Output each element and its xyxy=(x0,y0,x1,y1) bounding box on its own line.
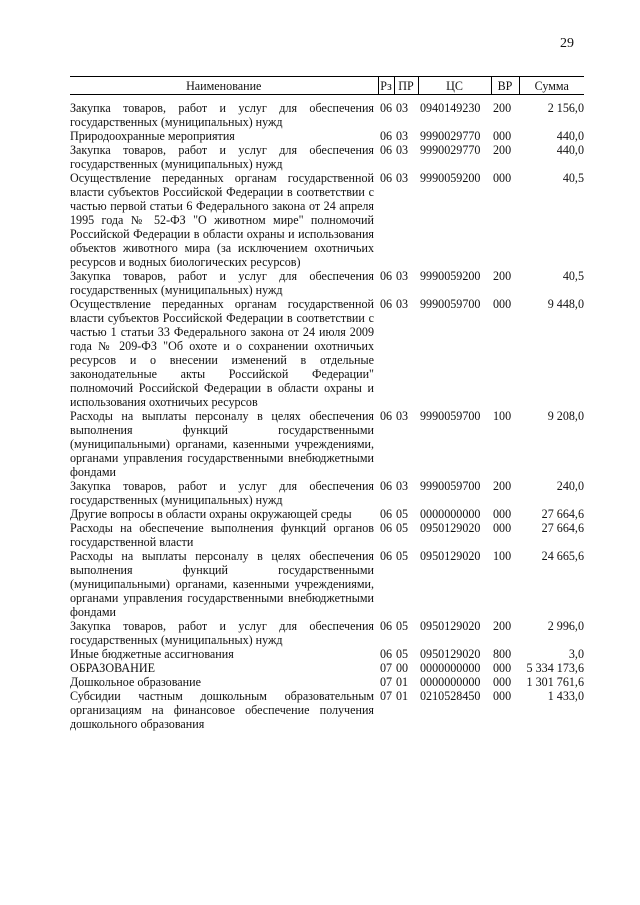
row-rz: 06 xyxy=(380,521,393,535)
row-name: Дошкольное образование xyxy=(70,675,201,689)
row-rz: 06 xyxy=(380,101,393,115)
table-row xyxy=(70,675,584,689)
row-name: Иные бюджетные ассигнования xyxy=(70,647,234,661)
row-rz: 06 xyxy=(380,619,393,633)
table-row xyxy=(70,647,584,661)
table-row xyxy=(70,171,584,269)
row-cs: 0000000000 xyxy=(420,507,481,521)
row-vr: 000 xyxy=(493,297,512,311)
table-row xyxy=(70,619,584,647)
row-sum: 9 208,0 xyxy=(547,409,584,423)
table-body xyxy=(70,95,584,732)
row-pr: 03 xyxy=(396,129,409,143)
row-name: Закупка товаров, работ и услуг для обеспечения государственных (муниципальных) нужд xyxy=(70,269,374,297)
row-pr: 01 xyxy=(396,689,409,703)
row-sum: 440,0 xyxy=(556,129,584,143)
row-pr: 03 xyxy=(396,143,409,157)
header-cs: ЦС xyxy=(418,77,491,95)
row-rz: 06 xyxy=(380,479,393,493)
row-name: Закупка товаров, работ и услуг для обеспечения государственных (муниципальных) нужд xyxy=(70,479,374,507)
table-row xyxy=(70,129,584,143)
table-row xyxy=(70,479,584,507)
row-rz: 06 xyxy=(380,171,393,185)
row-vr: 200 xyxy=(493,269,512,283)
row-name: Осуществление переданных органам государственной власти субъектов Российской Федерации в соответствии с частью 1 статьи 33 Федерального закона от 24 июля 2009 года № 209-ФЗ "Об охоте и о сохранении охотничьих ресурсов и о внесении изменений в отдельные законодательные акты Российской Федерации" полномочий Российской Федерации в области охраны и использования охотничьих ресурсов xyxy=(70,297,374,409)
table-row xyxy=(70,143,584,171)
row-sum: 27 664,6 xyxy=(541,521,584,535)
row-rz: 07 xyxy=(380,689,393,703)
row-pr: 00 xyxy=(396,661,409,675)
row-name: Расходы на выплаты персоналу в целях обеспечения выполнения функций государственными (муниципальными) органами, казенными учреждениями, органами управления государственными внебюджетными фондами xyxy=(70,409,374,479)
row-sum: 440,0 xyxy=(556,143,584,157)
row-cs: 9990029770 xyxy=(420,129,481,143)
row-cs: 0950129020 xyxy=(420,521,481,535)
row-cs: 9990029770 xyxy=(420,143,481,157)
row-vr: 000 xyxy=(493,507,512,521)
row-rz: 06 xyxy=(380,549,393,563)
page-number: 29 xyxy=(560,36,574,51)
row-cs: 0210528450 xyxy=(420,689,481,703)
row-sum: 40,5 xyxy=(562,269,584,283)
row-cs: 0000000000 xyxy=(420,675,481,689)
row-name: Субсидии частным дошкольным образовательным организациям на финансовое обеспечение получения дошкольного образования xyxy=(70,689,374,731)
row-cs: 0950129020 xyxy=(420,647,481,661)
row-pr: 05 xyxy=(396,507,409,521)
table-row xyxy=(70,521,584,549)
row-rz: 06 xyxy=(380,143,393,157)
header-sum: Сумма xyxy=(519,77,584,95)
table-row xyxy=(70,661,584,675)
row-sum: 3,0 xyxy=(568,647,584,661)
table-row xyxy=(70,409,584,479)
row-cs: 9990059200 xyxy=(420,171,481,185)
row-vr: 000 xyxy=(493,689,512,703)
row-cs: 0940149230 xyxy=(420,101,481,115)
row-name: Природоохранные мероприятия xyxy=(70,129,235,143)
row-vr: 800 xyxy=(493,647,512,661)
row-sum: 27 664,6 xyxy=(541,507,584,521)
row-vr: 000 xyxy=(493,171,512,185)
row-name: Закупка товаров, работ и услуг для обеспечения государственных (муниципальных) нужд xyxy=(70,143,374,171)
row-cs: 0000000000 xyxy=(420,661,481,675)
row-name: Закупка товаров, работ и услуг для обеспечения государственных (муниципальных) нужд xyxy=(70,619,374,647)
row-pr: 03 xyxy=(396,171,409,185)
row-sum: 24 665,6 xyxy=(541,549,584,563)
row-vr: 000 xyxy=(493,675,512,689)
row-vr: 100 xyxy=(493,549,512,563)
header-vr: ВР xyxy=(491,77,519,95)
row-vr: 200 xyxy=(493,619,512,633)
row-name: Расходы на выплаты персоналу в целях обеспечения выполнения функций государственными (муниципальными) органами, казенными учреждениями, органами управления государственными внебюджетными фондами xyxy=(70,549,374,619)
row-rz: 07 xyxy=(380,661,393,675)
header-pr: ПР xyxy=(394,77,418,95)
row-cs: 9990059700 xyxy=(420,297,481,311)
row-pr: 05 xyxy=(396,521,409,535)
row-rz: 07 xyxy=(380,675,393,689)
row-name: ОБРАЗОВАНИЕ xyxy=(70,661,155,675)
row-vr: 000 xyxy=(493,521,512,535)
row-vr: 000 xyxy=(493,661,512,675)
row-sum: 9 448,0 xyxy=(547,297,584,311)
row-sum: 1 433,0 xyxy=(547,689,584,703)
row-pr: 05 xyxy=(396,647,409,661)
row-vr: 200 xyxy=(493,143,512,157)
row-sum: 2 996,0 xyxy=(547,619,584,633)
row-cs: 9990059700 xyxy=(420,409,481,423)
row-vr: 100 xyxy=(493,409,512,423)
row-sum: 40,5 xyxy=(562,171,584,185)
row-pr: 03 xyxy=(396,479,409,493)
row-vr: 200 xyxy=(493,479,512,493)
row-rz: 06 xyxy=(380,647,393,661)
row-name: Расходы на обеспечение выполнения функций органов государственной власти xyxy=(70,521,374,549)
row-sum: 240,0 xyxy=(556,479,584,493)
row-cs: 0950129020 xyxy=(420,549,481,563)
row-cs: 9990059200 xyxy=(420,269,481,283)
row-rz: 06 xyxy=(380,129,393,143)
row-rz: 06 xyxy=(380,269,393,283)
table-row xyxy=(70,507,584,521)
row-pr: 05 xyxy=(396,619,409,633)
table-row xyxy=(70,549,584,619)
row-rz: 06 xyxy=(380,297,393,311)
row-name: Другие вопросы в области охраны окружающей среды xyxy=(70,507,352,521)
budget-table xyxy=(70,76,584,731)
row-vr: 200 xyxy=(493,101,512,115)
row-cs: 9990059700 xyxy=(420,479,481,493)
row-pr: 03 xyxy=(396,269,409,283)
table-row xyxy=(70,101,584,129)
row-sum: 5 334 173,6 xyxy=(526,661,584,675)
table-row xyxy=(70,269,584,297)
row-name: Закупка товаров, работ и услуг для обеспечения государственных (муниципальных) нужд xyxy=(70,101,374,129)
row-pr: 03 xyxy=(396,101,409,115)
header-rz: Рз xyxy=(378,77,394,95)
row-sum: 1 301 761,6 xyxy=(526,675,584,689)
row-name: Осуществление переданных органам государственной власти субъектов Российской Федерации в соответствии с частью первой статьи 6 Федерального закона от 24 апреля 1995 года № 52-ФЗ "О животном мире" полномочий Российской Федерации в области охраны и использования объектов животного мира (за исключением охотничьих ресурсов и водных биологических ресурсов) xyxy=(70,171,374,269)
row-rz: 06 xyxy=(380,507,393,521)
table-header-row xyxy=(70,77,584,95)
row-cs: 0950129020 xyxy=(420,619,481,633)
row-rz: 06 xyxy=(380,409,393,423)
row-pr: 01 xyxy=(396,675,409,689)
table-row xyxy=(70,689,584,731)
row-pr: 03 xyxy=(396,297,409,311)
table-row xyxy=(70,297,584,409)
row-pr: 03 xyxy=(396,409,409,423)
row-sum: 2 156,0 xyxy=(547,101,584,115)
header-name: Наименование xyxy=(70,77,378,95)
row-pr: 05 xyxy=(396,549,409,563)
row-vr: 000 xyxy=(493,129,512,143)
